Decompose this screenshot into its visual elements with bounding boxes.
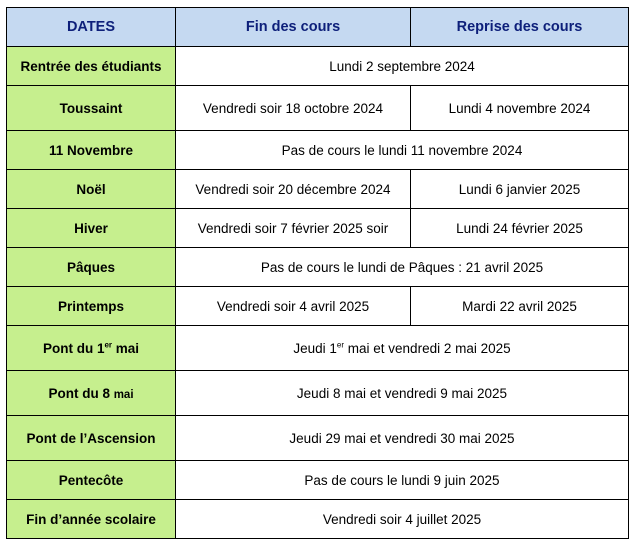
fin-des-cours-cell: Vendredi soir 4 avril 2025 (176, 287, 411, 326)
fin-des-cours-cell: Vendredi soir 20 décembre 2024 (176, 170, 411, 209)
row-noel (7, 170, 629, 209)
row-toussaint (7, 86, 629, 131)
row-value: Vendredi soir 4 juillet 2025 (176, 500, 629, 539)
fin-des-cours-cell: Vendredi soir 18 octobre 2024 (176, 86, 411, 131)
value-superscript: er (336, 340, 345, 349)
row-pont-ascension (7, 416, 629, 461)
school-calendar-table (6, 7, 629, 539)
row-label: Pâques (7, 248, 176, 287)
row-label: Rentrée des étudiants (7, 47, 176, 86)
reprise-des-cours-cell: Lundi 6 janvier 2025 (411, 170, 629, 209)
row-printemps (7, 287, 629, 326)
row-label: Fin d’année scolaire (7, 500, 176, 539)
row-pont-1er-mai (7, 326, 629, 371)
header-reprise-des-cours: Reprise des cours (411, 8, 629, 47)
row-label (7, 371, 176, 416)
label-text: Pont du 8 (48, 385, 114, 401)
header-row (7, 8, 629, 47)
reprise-des-cours-cell: Lundi 4 novembre 2024 (411, 86, 629, 131)
row-hiver (7, 209, 629, 248)
row-label: Pentecôte (7, 461, 176, 500)
row-11-novembre (7, 131, 629, 170)
row-label (7, 326, 176, 371)
row-value: Pas de cours le lundi 9 juin 2025 (176, 461, 629, 500)
row-label: Hiver (7, 209, 176, 248)
row-rentree (7, 47, 629, 86)
fin-des-cours-cell: Vendredi soir 7 février 2025 soir (176, 209, 411, 248)
row-value: Jeudi 29 mai et vendredi 30 mai 2025 (176, 416, 629, 461)
value-text-end: mai et vendredi 2 mai 2025 (344, 340, 511, 356)
header-fin-des-cours: Fin des cours (176, 8, 411, 47)
reprise-des-cours-cell: Mardi 22 avril 2025 (411, 287, 629, 326)
label-superscript: er (104, 340, 113, 349)
row-label: Toussaint (7, 86, 176, 131)
label-text-end: mai (112, 340, 140, 356)
row-fin-annee (7, 500, 629, 539)
header-dates: DATES (7, 8, 176, 47)
label-text: Pont du 1 (42, 340, 105, 356)
row-value: Jeudi 8 mai et vendredi 9 mai 2025 (176, 371, 629, 416)
row-label: 11 Novembre (7, 131, 176, 170)
row-value: Pas de cours le lundi 11 novembre 2024 (176, 131, 629, 170)
reprise-des-cours-cell: Lundi 24 février 2025 (411, 209, 629, 248)
row-value: Lundi 2 septembre 2024 (176, 47, 629, 86)
row-pont-8-mai (7, 371, 629, 416)
row-value: Pas de cours le lundi de Pâques : 21 avril 2025 (176, 248, 629, 287)
row-label: Pont de l’Ascension (7, 416, 176, 461)
row-pentecote (7, 461, 629, 500)
value-text: Jeudi 1 (293, 340, 337, 356)
row-label: Noël (7, 170, 176, 209)
row-value (176, 326, 629, 371)
label-text-small: mai (113, 388, 134, 401)
row-paques (7, 248, 629, 287)
row-label: Printemps (7, 287, 176, 326)
